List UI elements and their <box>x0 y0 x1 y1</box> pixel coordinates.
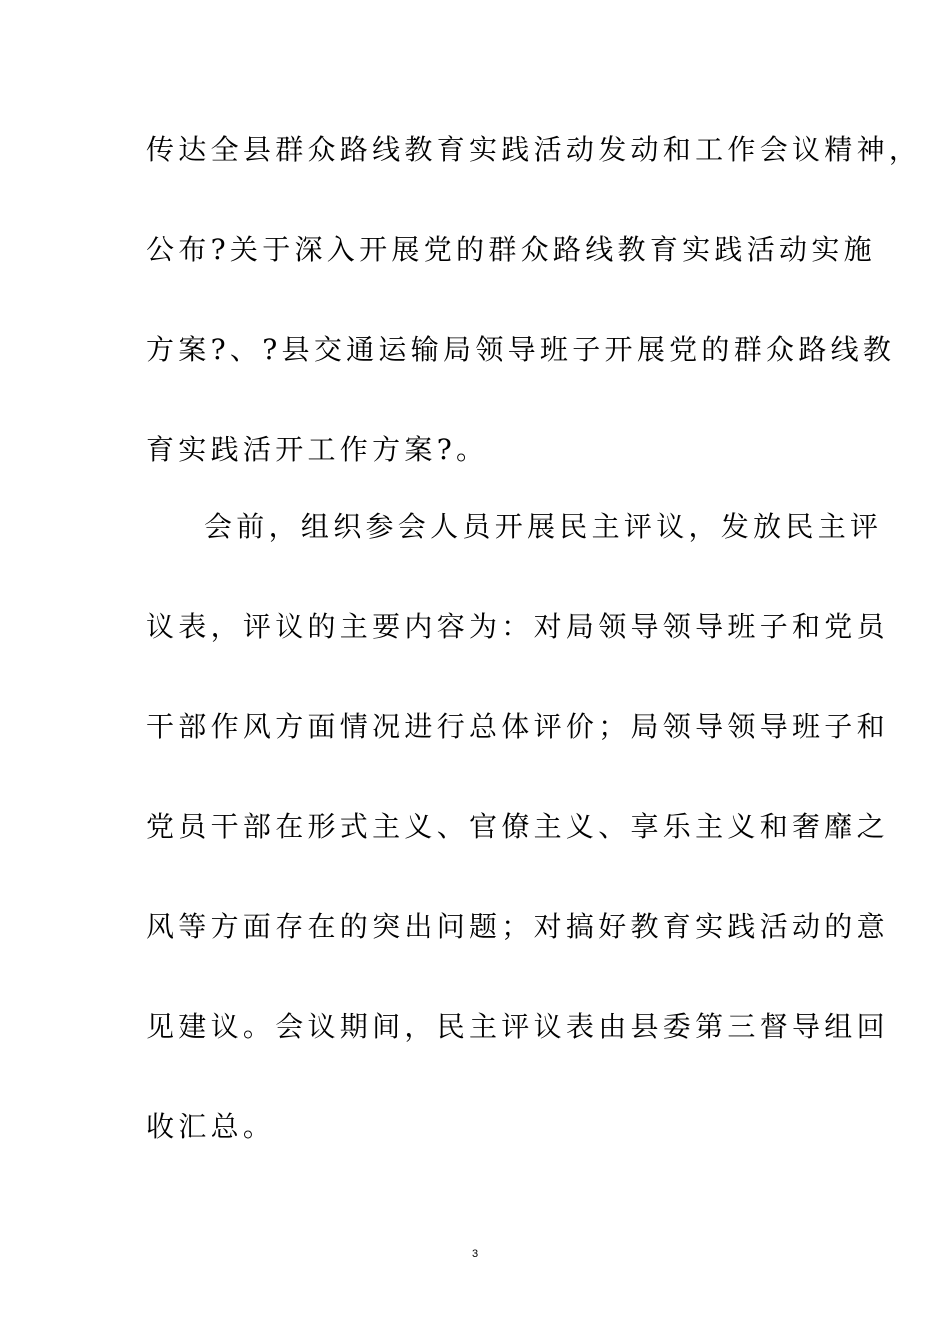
text-line: 育实践活开工作方案?。 <box>146 433 489 466</box>
text-line: 传达全县群众路线教育实践活动发动和工作会议精神， <box>146 133 922 166</box>
page-number: 3 <box>471 1248 479 1260</box>
text-line: 见建议。会议期间，民主评议表由县委第三督导组回 <box>146 1010 889 1043</box>
text-line: 风等方面存在的突出问题；对搞好教育实践活动的意 <box>146 910 889 943</box>
text-line: 干部作风方面情况进行总体评价；局领导领导班子和 <box>146 710 889 743</box>
text-line: 公布?关于深入开展党的群众路线教育实践活动实施 <box>146 233 876 266</box>
text-line: 议表，评议的主要内容为：对局领导领导班子和党员 <box>146 610 889 643</box>
paragraph-first-line: 会前，组织参会人员开展民主评议，发放民主评 <box>204 510 883 543</box>
text-line: 方案?、?县交通运输局领导班子开展党的群众路线教 <box>146 333 896 366</box>
text-line: 收汇总。 <box>146 1110 276 1143</box>
text-line: 党员干部在形式主义、官僚主义、享乐主义和奢靡之 <box>146 810 889 843</box>
